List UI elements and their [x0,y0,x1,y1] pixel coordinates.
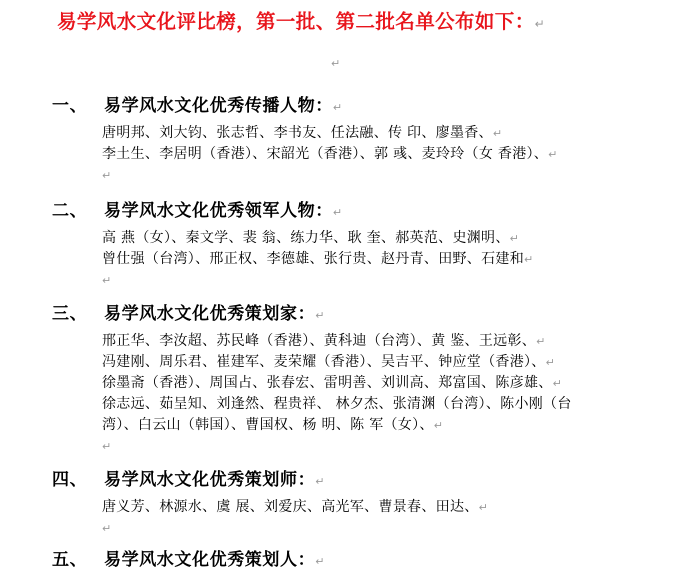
section-heading [52,548,672,573]
name-line: 高 燕（女）、秦文学、裴 翁、练力华、耿 奎、郝英范、史渊明、↵ [102,230,520,246]
name-list [102,228,672,291]
paragraph-mark-icon: ↵ [534,17,546,31]
section-heading [52,94,672,120]
paragraph-mark-icon: ↵ [315,475,326,488]
section-2 [52,199,672,291]
paragraph-mark-icon: ↵ [315,555,326,568]
section-title: 易学风水文化优秀策划人： [104,550,316,570]
empty-line: ↵ [102,274,112,287]
name-line: 邢正华、李汝超、苏民峰（香港）、黄科迪（台湾）、黄 鉴、王远彰、↵ [102,333,546,349]
section-number: 三、 [52,304,88,324]
section-number: 一、 [52,96,88,116]
section-title: 易学风水文化优秀策划师： [104,470,316,490]
name-list [102,331,672,457]
section-5 [52,548,672,573]
name-line: 唐义芳、林源水、虞 展、刘爱庆、高光军、曹景春、田达、↵ [102,499,489,515]
name-line: 徐墨斋（香港）、周国占、张春宏、雷明善、刘训高、郑富国、陈彦雄、↵ [102,375,563,391]
section-heading [52,468,672,494]
empty-line: ↵ [102,522,112,535]
paragraph-mark-icon: ↵ [332,206,343,219]
name-line: 徐志远、茹呈知、刘逢然、程贵祥、 林夕杰、张清渊（台湾）、陈小刚（台 [102,396,572,412]
section-number: 五、 [52,550,88,570]
name-line: 湾）、白云山（韩国）、曹国权、杨 明、陈 军（女）、↵ [102,417,444,433]
section-4 [52,468,672,539]
section-title: 易学风水文化优秀领军人物： [104,201,333,221]
section-3 [52,302,672,457]
section-title: 易学风水文化优秀传播人物： [104,96,333,116]
empty-line: ↵ [102,440,112,453]
name-line: 曾仕强（台湾）、邢正权、李德雄、张行贵、赵丹青、田野、石建和↵ [102,251,534,267]
paragraph-mark-icon: ↵ [315,309,326,322]
name-line: 唐明邦、刘大钧、张志哲、李书友、任法融、传 印、廖墨香、↵ [102,125,503,141]
section-number: 二、 [52,201,88,221]
section-heading [52,199,672,225]
name-list [102,123,672,186]
section-heading [52,302,672,328]
empty-line: ↵ [102,169,112,182]
paragraph-mark-icon: ↵ [332,101,343,114]
section-title: 易学风水文化优秀策划家： [104,304,316,324]
section-1 [52,94,672,186]
document-title: 易学风水文化评比榜，第一批、第二批名单公布如下：↵ [57,10,546,33]
paragraph-mark-icon: ↵ [331,57,341,70]
name-line: 李土生、李居明（香港）、宋韶光（香港）、郭 彧、麦玲玲（女 香港）、↵ [102,146,558,162]
name-line: 冯建刚、周乐君、崔建军、麦荣耀（香港）、吴吉平、钟应堂（香港）、↵ [102,354,556,370]
section-number: 四、 [52,470,88,490]
name-list [102,497,672,539]
